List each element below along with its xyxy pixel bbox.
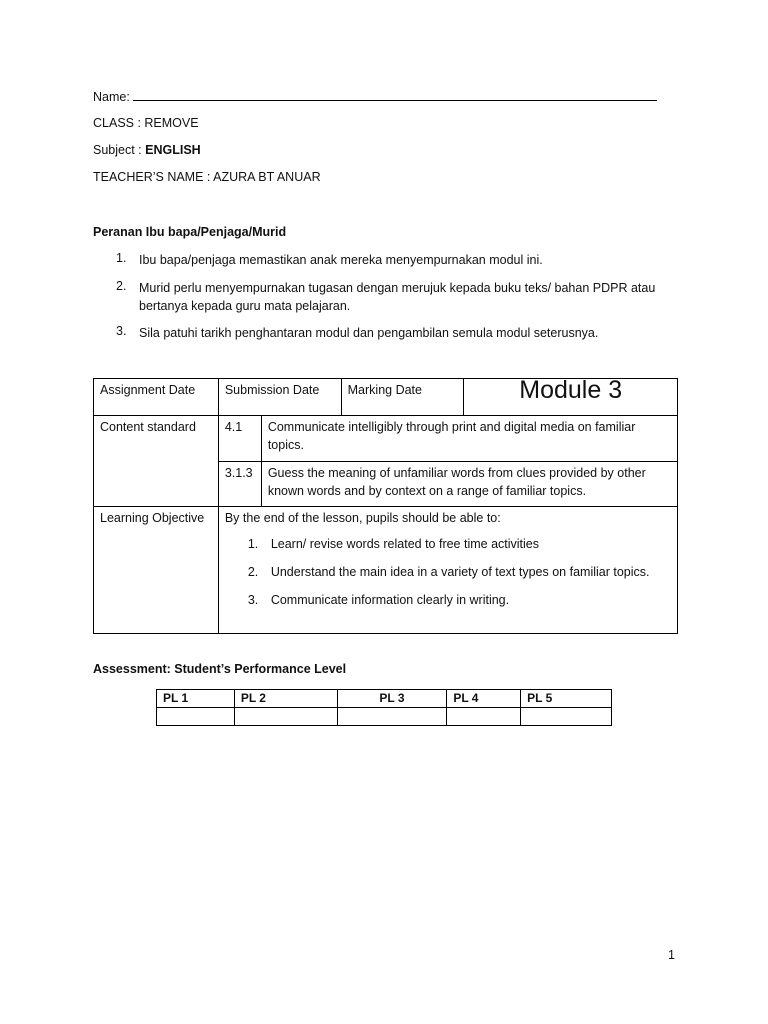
objective-text: Communicate information clearly in writing. <box>270 593 510 607</box>
standard-code: 4.1 <box>218 416 261 462</box>
pl-cell[interactable] <box>234 708 337 726</box>
name-line <box>93 88 657 104</box>
objective-number: 1. <box>247 537 259 551</box>
pl-cell[interactable] <box>157 708 235 726</box>
performance-level-table <box>156 689 612 726</box>
teacher-line: TEACHER’S NAME : AZURA BT ANUAR <box>93 170 321 184</box>
page-number: 1 <box>668 948 675 962</box>
subject-label: Subject : <box>93 143 142 157</box>
pl-header: PL 1 <box>157 690 235 708</box>
standard-text: Guess the meaning of unfamiliar words from clues provided by other known words and by context on a range of familiar topics. <box>261 462 677 507</box>
name-field[interactable] <box>133 88 657 101</box>
objective-text: Learn/ revise words related to free time activities <box>270 537 539 551</box>
assignment-date-cell: Assignment Date <box>94 379 219 416</box>
pl-cell[interactable] <box>447 708 521 726</box>
standard-code: 3.1.3 <box>218 462 261 507</box>
module-table <box>93 378 678 634</box>
objective-number: 2. <box>247 565 259 579</box>
roles-item-text: Sila patuhi tarikh penghantaran modul dan pengambilan semula modul seterusnya. <box>139 326 599 340</box>
objective-number: 3. <box>247 593 259 607</box>
pl-header: PL 3 <box>337 690 447 708</box>
objective-list <box>225 535 671 609</box>
class-line: CLASS : REMOVE <box>93 116 199 130</box>
marking-date-cell: Marking Date <box>341 379 464 416</box>
roles-item-number: 1. <box>116 251 127 265</box>
roles-item-text: Murid perlu menyempurnakan tugasan dengan merujuk kepada buku teks/ bahan PDPR atau bertanya kepada guru mata pelajaran. <box>139 281 656 313</box>
roles-item-number: 2. <box>116 279 127 293</box>
objective-item <box>225 535 671 553</box>
pl-header: PL 5 <box>521 690 612 708</box>
standard-text: Communicate intelligibly through print and digital media on familiar topics. <box>261 416 677 462</box>
module-title: Module 3 <box>464 379 678 416</box>
objective-text: Understand the main idea in a variety of text types on familiar topics. <box>270 565 650 579</box>
learning-objective-label: Learning Objective <box>94 507 219 634</box>
roles-heading: Peranan Ibu bapa/Penjaga/Murid <box>93 225 287 239</box>
pl-header: PL 4 <box>447 690 521 708</box>
pl-cell[interactable] <box>521 708 612 726</box>
name-label: Name: <box>93 90 130 104</box>
subject-value: ENGLISH <box>145 143 201 157</box>
subject-line <box>93 143 201 157</box>
pl-header: PL 2 <box>234 690 337 708</box>
learning-objective-cell <box>218 507 677 634</box>
pl-cell[interactable] <box>337 708 447 726</box>
submission-date-cell: Submission Date <box>218 379 341 416</box>
content-standard-label: Content standard <box>94 416 219 507</box>
roles-item-number: 3. <box>116 324 127 338</box>
assessment-heading: Assessment: Student’s Performance Level <box>93 662 347 676</box>
objective-intro: By the end of the lesson, pupils should be able to: <box>224 511 501 525</box>
objective-item <box>225 563 671 581</box>
objective-item <box>225 591 671 609</box>
roles-item-text: Ibu bapa/penjaga memastikan anak mereka menyempurnakan modul ini. <box>139 253 543 267</box>
